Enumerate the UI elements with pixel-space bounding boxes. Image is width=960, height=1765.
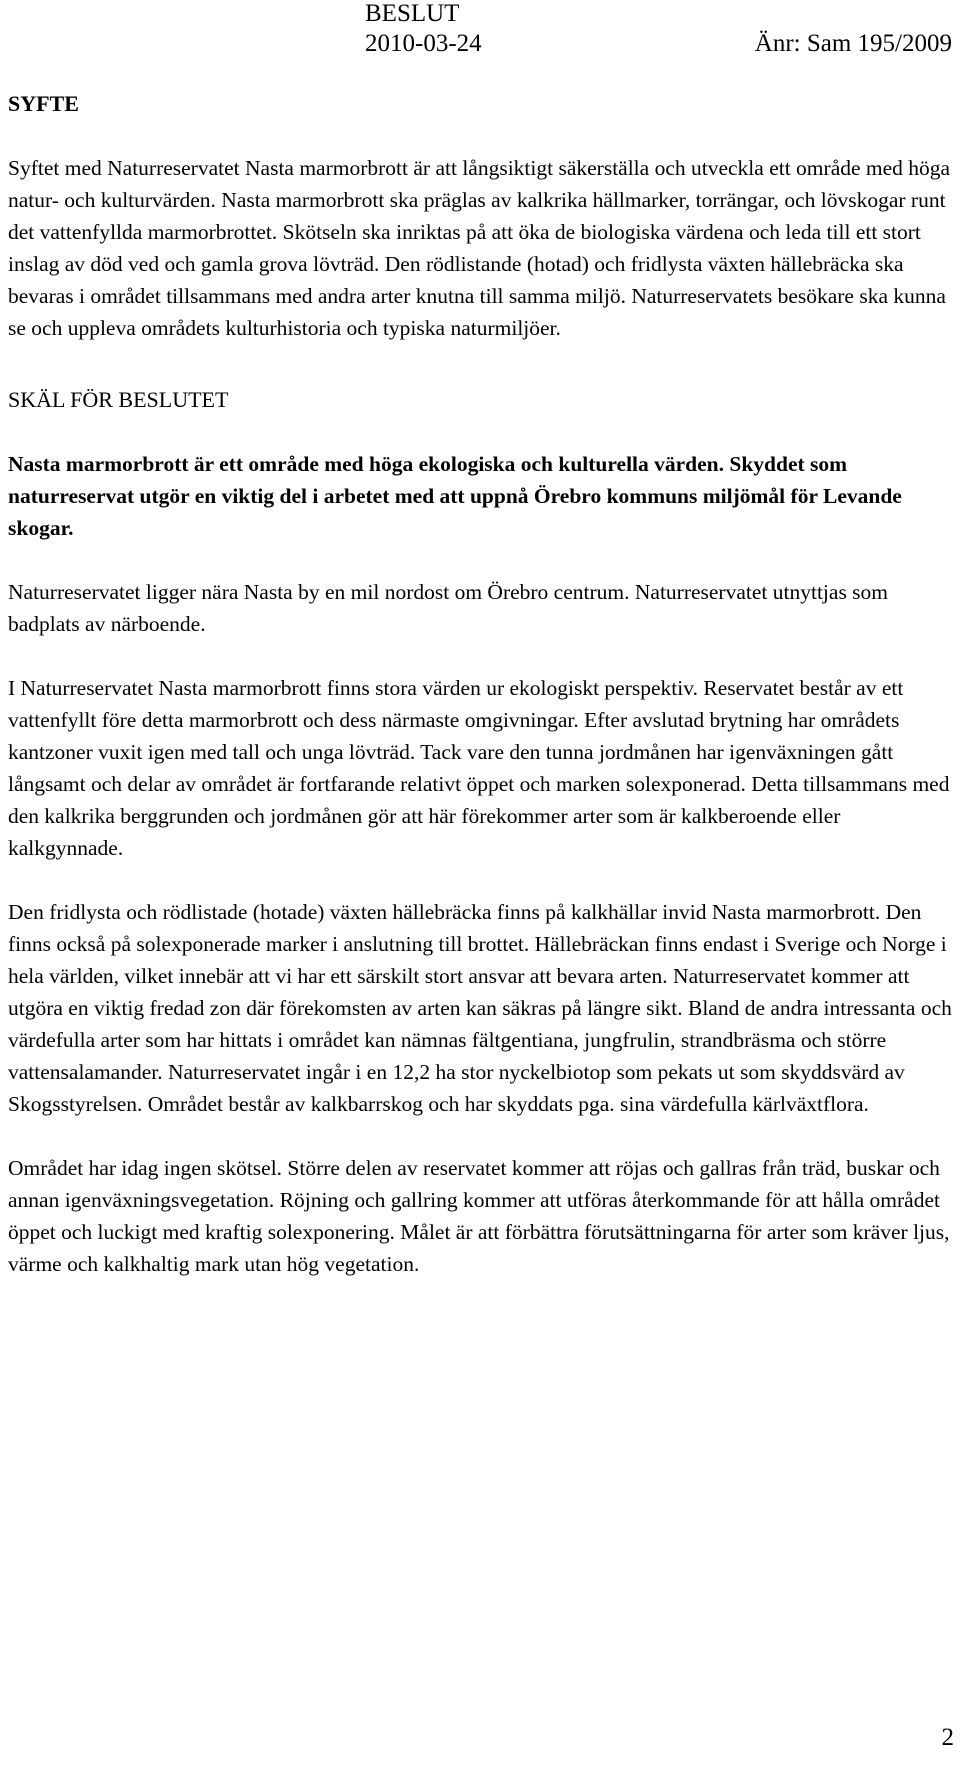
syfte-heading: SYFTE (8, 91, 79, 116)
spacer (8, 864, 952, 896)
document-reference-number: Änr: Sam 195/2009 (754, 30, 952, 57)
skal-paragraph-location: Naturreservatet ligger nära Nasta by en mil nordost om Örebro centrum. Naturreservatet utnyttjas som badplats av närboende. (8, 580, 889, 636)
skal-heading: SKÄL FÖR BESLUTET (8, 387, 229, 412)
skal-summary-paragraph: Nasta marmorbrott är ett område med höga ekologiska och kulturella värden. Skyddet som naturreservat utgör en viktig del i arbetet med att uppnå Örebro kommuns miljömål för Levande skogar. (8, 452, 902, 540)
spacer (8, 640, 952, 672)
document-date: 2010-03-24 (365, 30, 482, 57)
skal-paragraph-management: Området har idag ingen skötsel. Större delen av reservatet kommer att röjas och gallras från träd, buskar och annan igenväxningsvegetation. Röjning och gallring kommer att utföras återkommande för att hålla området öppet och luckigt med kraftig solexponering. Målet är att förbättra förutsättningarna för arter som kräver ljus, värme och kalkhaltig mark utan hög vegetation. (8, 1156, 950, 1276)
page-number: 2 (941, 1724, 954, 1751)
spacer (8, 416, 952, 448)
spacer (8, 344, 952, 384)
syfte-paragraph: Syftet med Naturreservatet Nasta marmorbrott är att långsiktigt säkerställa och utveckla ett område med höga natur- och kulturvärden. Nasta marmorbrott ska präglas av kalkrika hällmarker, torrängar, och lövskogar runt det vattenfyllda marmorbrottet. Skötseln ska inriktas på att öka de biologiska värdena och leda till ett stort inslag av död ved och gamla grova lövträd. Den rödlistande (hotad) och fridlysta växten hällebräcka ska bevaras i området tillsammans med andra arter knutna till samma miljö. Naturreservatets besökare ska kunna se och uppleva områdets kulturhistoria och typiska naturmiljöer. (8, 156, 951, 340)
skal-paragraph-ecology: I Naturreservatet Nasta marmorbrott finns stora värden ur ekologiskt perspektiv. Reservatet består av ett vattenfyllt före detta marmorbrott och dess närmaste omgivningar. Efter avslutad brytning har områdets kantzoner vuxit igen med tall och unga lövträd. Tack vare den tunna jordmånen har igenväxningen gått långsamt och delar av området är fortfarande relativt öppet och marken solexponerad. Detta tillsammans med den kalkrika berggrunden och jordmånen gör att här förekommer arter som är kalkberoende eller kalkgynnade. (8, 676, 950, 860)
spacer (8, 1120, 952, 1152)
spacer (8, 544, 952, 576)
spacer (8, 120, 952, 152)
document-body (8, 88, 952, 1280)
skal-paragraph-species: Den fridlysta och rödlistade (hotade) växten hällebräcka finns på kalkhällar invid Nasta marmorbrott. Den finns också på solexponerade marker i anslutning till brottet. Hällebräckan finns endast i Sverige och Norge i hela världen, vilket innebär att vi har ett särskilt stort ansvar att bevara arten. Naturreservatet kommer att utgöra en viktig fredad zon där förekomsten av arten kan säkras på längre sikt. Bland de andra intressanta och värdefulla arter som har hittats i området kan nämnas fältgentiana, jungfrulin, strandbräsma och större vattensalamander. Naturreservatet ingår i en 12,2 ha stor nyckelbiotop som pekats ut som skyddsvärd av Skogsstyrelsen. Området består av kalkbarrskog och har skyddats pga. sina värdefulla kärlväxtflora. (8, 900, 952, 1116)
document-type-title: BESLUT (365, 0, 460, 27)
